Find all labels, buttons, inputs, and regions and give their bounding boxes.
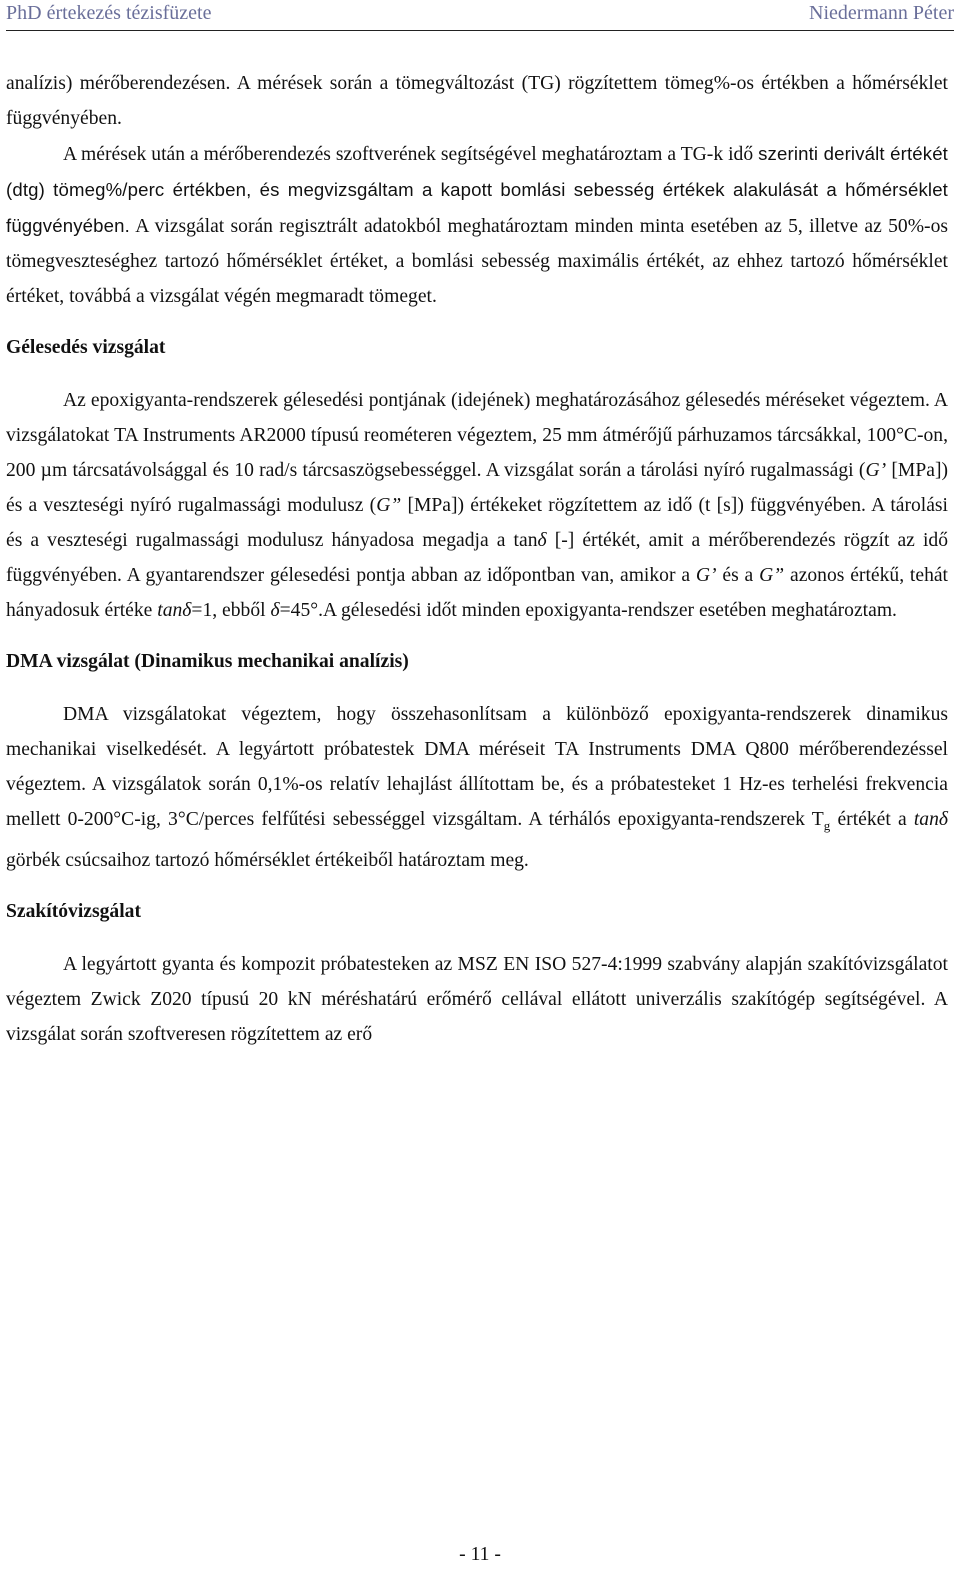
geles-text-8: =45°.A gélesedési időt minden epoxigyanta-rendszer esetében meghatároztam. (279, 600, 897, 621)
page-body (6, 66, 948, 1052)
dma-text-3: görbék csúcsaihoz tartozó hőmérséklet értékeiből határoztam meg. (6, 849, 529, 871)
header-title: PhD értekezés tézisfüzete (6, 2, 212, 24)
geles-g-double-prime-2: G” (759, 565, 785, 586)
geles-text-6: azonos értékű, tehát hányadosuk értéke (6, 565, 949, 621)
paragraph-dtg (6, 136, 948, 314)
paragraph-geles (6, 383, 948, 628)
geles-tan-delta: tanδ (157, 600, 192, 621)
geles-text-1: Az epoxigyanta-rendszerek gélesedési pontjának (idejének) meghatározásához gélesedés méréseket végeztem. A vizsgálatokat TA Instruments AR2000 típusú reométeren végeztem, 25 mm átmérőjű párhuzamos tárcsákkal, 100°C-on, 200 µm tárcsatávolsággal és 10 rad/s tárcsaszögsebességgel. A vizsgálat során a tárolási nyíró rugalmassági ( (6, 390, 948, 481)
geles-text-4: [-] értékét, amit a mérőberendezés rögzít az idő függvényében. A gyantarendszer gélesedési pontja abban az időpontban van, amikor a (6, 530, 948, 586)
dma-subscript-g: g (823, 817, 831, 833)
geles-text-3: [MPa]) értékeket rögzítettem az idő (t [s]) függvényében. A tárolási és a veszteségi rugalmassági modulusz hányadosa megadja a tan (6, 495, 949, 551)
paragraph-dtg-start: A mérések után a mérőberendezés szoftverének segítségével meghatároztam a TG-k idő (63, 144, 754, 165)
paragraph-dtg-end: A vizsgálat során regisztrált adatokból meghatároztam minden minta esetében az 5, illetve az 50%-os tömegveszteséghez tartozó hőmérséklet értéket, a bomlási sebesség maximális értékét, az ehhez tartozó hőmérséklet értéket, továbbá a vizsgálat végén megmaradt tömeget. (6, 216, 948, 307)
dma-tan-delta: tanδ (913, 809, 948, 830)
geles-text-5: és a (716, 565, 760, 586)
heading-geles: Gélesedés vizsgálat (6, 337, 166, 358)
geles-g-prime: G’ (865, 460, 887, 481)
paragraph-dtg-sans: szerinti derivált értékét (dtg) tömeg%/perc értékben, és megvizsgáltam a kapott bomlási sebesség értékek alakulását a hőmérséklet függvényében. (6, 143, 948, 236)
geles-g-double-prime: G” (376, 495, 402, 516)
page-header (6, 0, 954, 31)
geles-delta-2: δ (270, 600, 280, 621)
paragraph-dma (6, 697, 948, 878)
geles-text-2: [MPa]) és a veszteségi nyíró rugalmassági modulusz ( (6, 460, 948, 516)
paragraph-szakito: A legyártott gyanta és kompozit próbatesteken az MSZ EN ISO 527-4:1999 szabvány alapján szakítóvizsgálatot végeztem Zwick Z020 típusú 20 kN méréshatárú erőmérő cellával ellátott univerzális szakítógép segítségével. A vizsgálat során szoftveresen rögzítettem az erő (6, 953, 948, 1045)
geles-delta: δ (537, 530, 547, 551)
page-number: - 11 - (459, 1544, 501, 1565)
heading-szakito: Szakítóvizsgálat (6, 900, 141, 922)
heading-dma: DMA vizsgálat (Dinamikus mechanikai analízis) (6, 651, 409, 672)
geles-g-prime-2: G’ (695, 565, 717, 586)
header-author: Niedermann Péter (809, 2, 954, 24)
paragraph-tg-intro: analízis) mérőberendezésen. A mérések során a tömegváltozást (TG) rögzítettem tömeg%-os értékben a hőmérséklet függvényében. (6, 73, 948, 129)
geles-text-7: =1, ebből (191, 600, 271, 621)
dma-text-2: értékét a (830, 809, 914, 830)
dma-text-1: DMA vizsgálatokat végeztem, hogy összehasonlítsam a különböző epoxigyanta-rendszerek dinamikus mechanikai viselkedését. A legyártott próbatestek DMA méréseit TA Instruments DMA Q800 mérőberendezéssel végeztem. A vizsgálatok során 0,1%-os relatív lehajlást állítottam be, és a próbatesteket 1 Hz-es terhelési frekvencia mellett 0-200°C-ig, 3°C/perces felfűtési sebességgel vizsgáltam. A térhálós epoxigyanta-rendszerek T (6, 704, 948, 830)
